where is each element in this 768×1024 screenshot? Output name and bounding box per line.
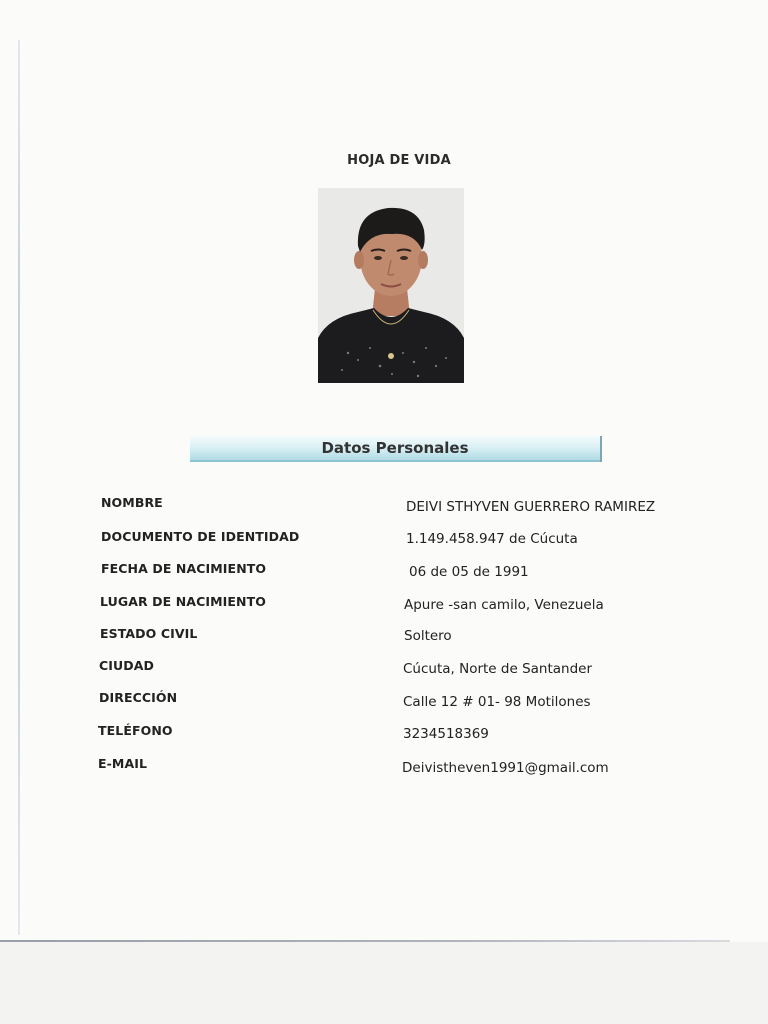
field-label: DIRECCIÓN	[99, 690, 178, 705]
portrait-photo	[318, 188, 464, 383]
field-row-ciudad	[0, 657, 768, 681]
field-label: ESTADO CIVIL	[100, 626, 198, 641]
field-label: CIUDAD	[99, 658, 155, 673]
field-value: Apure -san camilo, Venezuela	[404, 597, 604, 613]
section-header-bar	[190, 436, 602, 462]
field-value: 06 de 05 de 1991	[409, 564, 529, 580]
field-value: Calle 12 # 01- 98 Motilones	[403, 694, 591, 710]
field-row-lugar-nacimiento	[0, 593, 768, 617]
scan-edge-bottom	[0, 940, 730, 942]
portrait-photo-icon	[318, 188, 464, 383]
field-label: NOMBRE	[101, 495, 163, 510]
field-label: TELÉFONO	[98, 723, 173, 738]
scanner-background	[0, 942, 768, 1024]
field-row-email	[0, 756, 768, 780]
section-title: Datos Personales	[321, 439, 469, 457]
document-title: HOJA DE VIDA	[347, 153, 451, 168]
field-label: FECHA DE NACIMIENTO	[101, 561, 267, 576]
field-label: DOCUMENTO DE IDENTIDAD	[101, 529, 300, 544]
scan-edge-left	[18, 40, 20, 935]
field-row-fecha-nacimiento	[0, 561, 768, 585]
field-value: DEIVI STHYVEN GUERRERO RAMIREZ	[406, 499, 656, 515]
field-row-estado-civil	[0, 625, 768, 649]
field-label: E-MAIL	[98, 756, 148, 771]
field-value: 1.149.458.947 de Cúcuta	[406, 531, 578, 547]
field-row-nombre	[0, 494, 768, 518]
field-row-documento	[0, 528, 768, 552]
field-value: Deivistheven1991@gmail.com	[402, 760, 609, 776]
field-value: Cúcuta, Norte de Santander	[403, 661, 593, 677]
field-row-direccion	[0, 690, 768, 714]
field-value: Soltero	[404, 628, 452, 644]
field-value: 3234518369	[403, 726, 489, 742]
field-label: LUGAR DE NACIMIENTO	[100, 594, 266, 609]
field-row-telefono	[0, 723, 768, 747]
